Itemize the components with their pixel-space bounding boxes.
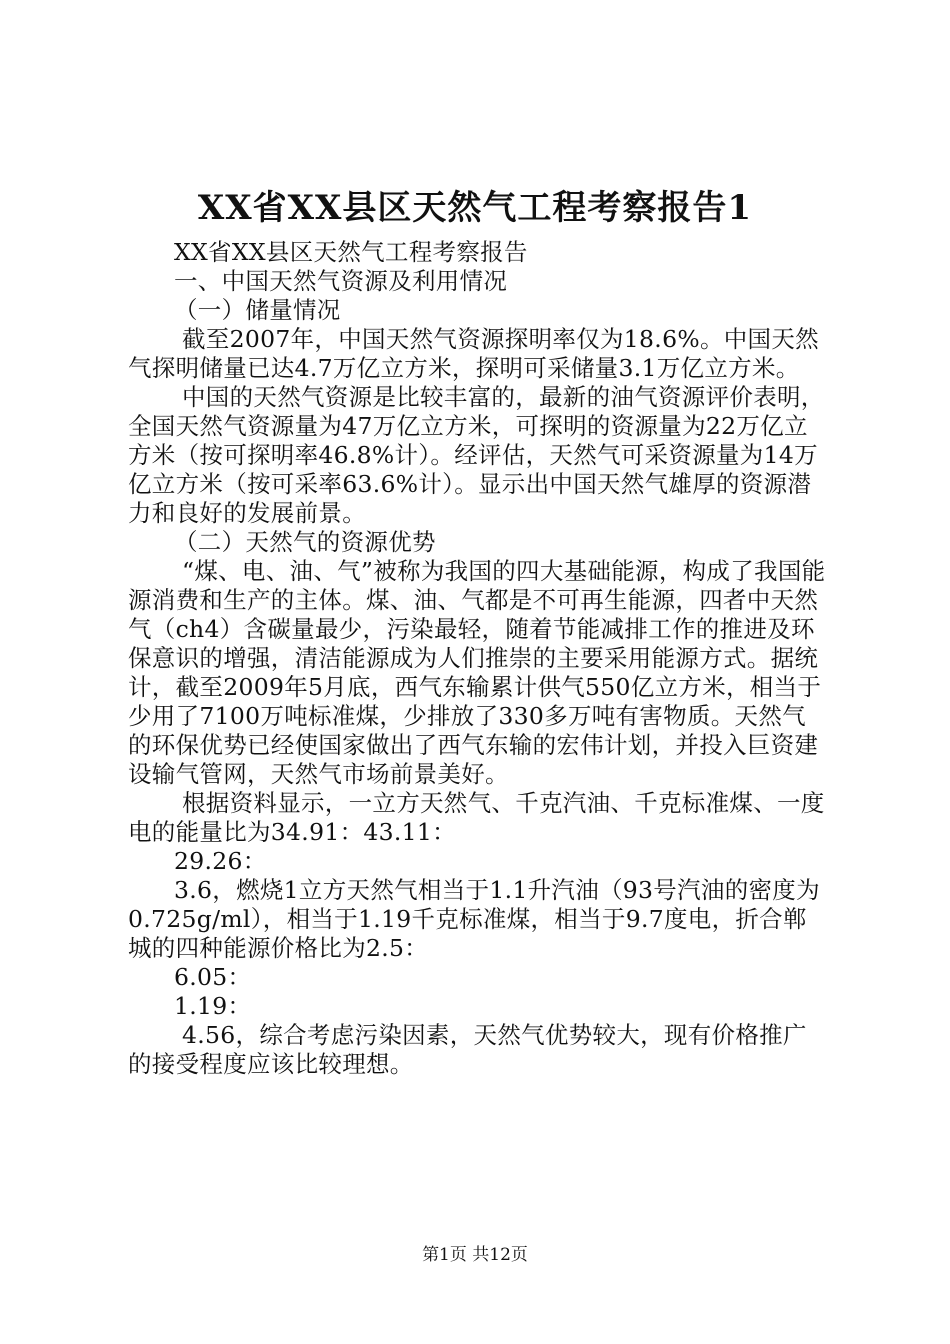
page-number: 第1页 共12页 xyxy=(422,1245,528,1265)
report-subtitle: XX省XX县区天然气工程考察报告 xyxy=(174,238,528,266)
paragraph-price-ratio-2: 6.05： xyxy=(174,963,252,991)
paragraph-price-ratio-3: 1.19： xyxy=(174,992,252,1020)
subsection-heading-reserves: （一）储量情况 xyxy=(174,296,341,324)
paragraph-energy-ratio: 根据资料显示，一立方天然气、千克汽油、千克标准煤、一度电的能量比为34.91：43.11： xyxy=(128,789,825,846)
paragraph-resources: 中国的天然气资源是比较丰富的，最新的油气资源评价表明，全国天然气资源量为47万亿立方米，可探明的资源量为22万亿立方米（按可探明率46.8%计）。经评估，天然气可采资源量为14万亿立方米（按可采率63.6%计）。显示出中国天然气雄厚的资源潜力和良好的发展前景。 xyxy=(128,383,825,527)
document-title: XX省XX县区天然气工程考察报告1 xyxy=(197,188,753,228)
paragraph-ratio-part-2: 29.26： xyxy=(174,847,267,875)
subsection-heading-advantages: （二）天然气的资源优势 xyxy=(174,528,436,556)
document-body xyxy=(128,238,828,1079)
paragraph-reserves: 截至2007年，中国天然气资源探明率仅为18.6%。中国天然气探明储量已达4.7万亿立方米，探明可采储量3.1万亿立方米。 xyxy=(128,325,819,382)
paragraph-conclusion: 4.56，综合考虑污染因素，天然气优势较大，现有价格推广的接受程度应该比较理想。 xyxy=(128,1021,807,1078)
paragraph-advantages: “煤、电、油、气”被称为我国的四大基础能源，构成了我国能源消费和生产的主体。煤、油、气都是不可再生能源，四者中天然气（ch4）含碳量最少，污染最轻，随着节能减排工作的推进及环保意识的增强，清洁能源成为人们推崇的主要采用能源方式。据统计，截至2009年5月底，西气东输累计供气550亿立方米，相当于少用了7100万吨标准煤，少排放了330多万吨有害物质。天然气的环保优势已经使国家做出了西气东输的宏伟计划，并投入巨资建设输气管网，天然气市场前景美好。 xyxy=(128,557,826,788)
paragraph-equivalence: 3.6，燃烧1立方天然气相当于1.1升汽油（93号汽油的密度为0.725g/ml），相当于1.19千克标准煤，相当于9.7度电，折合郸城的四种能源价格比为2.5： xyxy=(128,876,820,962)
section-heading-1: 一、中国天然气资源及利用情况 xyxy=(174,267,508,295)
